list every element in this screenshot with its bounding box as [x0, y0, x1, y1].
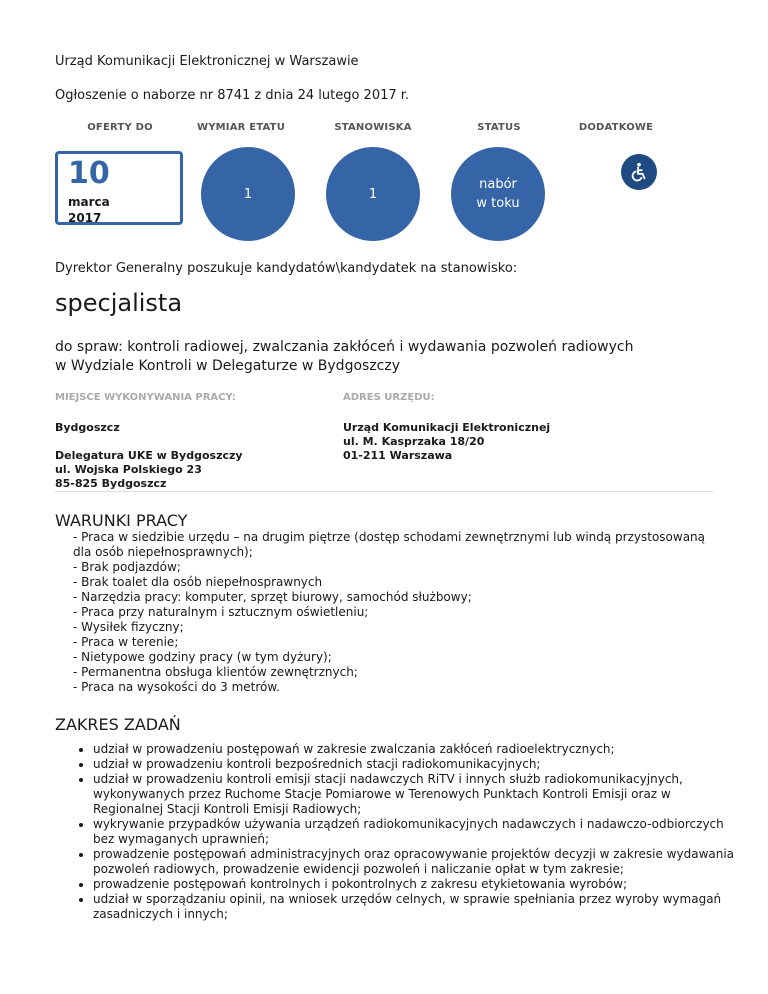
announcement-title: Ogłoszenie o naborze nr 8741 z dnia 24 lutego 2017 r. — [55, 88, 410, 103]
deadline-date-box — [55, 151, 183, 225]
list-item: - Praca przy naturalnym i sztucznym oświetleniu; — [73, 605, 369, 619]
deadline-month-year — [68, 194, 110, 226]
positions-circle — [326, 147, 420, 241]
office-address-line1: Urząd Komunikacji Elektronicznej — [343, 421, 551, 434]
deadline-day: 10 — [68, 156, 110, 191]
divider — [55, 491, 713, 492]
header-positions: STANOWISKA — [334, 122, 412, 133]
list-item: - Praca na wysokości do 3 metrów. — [73, 680, 280, 694]
deadline-year: 2017 — [68, 211, 102, 225]
tasks-title: ZAKRES ZADAŃ — [55, 715, 181, 734]
status-line1: nabór — [479, 177, 517, 192]
status-circle — [451, 147, 545, 241]
list-item: • prowadzenie postępowań administracyjnych oraz opracowywanie projektów decyzji w zakresie wydawania pozwoleń radiowych, prowadzenie ewidencji pozwoleń i naliczanie opłat w tym zakresie; — [93, 847, 743, 877]
deadline-month: marca — [68, 195, 110, 209]
list-item: • udział w prowadzeniu kontroli bezpośrednich stacji radiokomunikacyjnych; — [93, 757, 743, 772]
office-address-label: ADRES URZĘDU: — [343, 392, 435, 403]
workplace-address — [55, 449, 243, 491]
conditions-title: WARUNKI PRACY — [55, 511, 188, 530]
workplace-line3: 85-825 Bydgoszcz — [55, 477, 167, 490]
list-item: - Permanentna obsługa klientów zewnętrznych; — [73, 665, 358, 679]
list-item: - Praca w terenie; — [73, 635, 179, 649]
list-item: • udział w prowadzeniu kontroli emisji stacji nadawczych RiTV i innych służb radiokomunikacyjnych, wykonywanych przez Ruchome Stacje Pomiarowe w Terenowych Punktach Kontroli Emisji oraz w Regionalnej Stacji Kontroli Emisji Radiowych; — [93, 772, 743, 817]
header-hours: WYMIAR ETATU — [196, 122, 286, 133]
workplace-line2: ul. Wojska Polskiego 23 — [55, 463, 202, 476]
conditions-list — [73, 530, 713, 695]
tasks-list — [73, 742, 743, 922]
header-deadline: OFERTY DO — [87, 122, 153, 133]
list-item: - Wysiłek fizyczny; — [73, 620, 184, 634]
list-item: - Nietypowe godziny pracy (w tym dyżury); — [73, 650, 332, 664]
position-description — [55, 338, 633, 376]
list-item: - Brak podjazdów; — [73, 560, 181, 574]
list-item: • udział w prowadzeniu postępowań w zakresie zwalczania zakłóceń radioelektrycznych; — [93, 742, 743, 757]
office-address — [343, 421, 550, 463]
hours-value: 1 — [243, 186, 253, 202]
intro-text: Dyrektor Generalny poszukuje kandydatów\kandydatek na stanowisko: — [55, 261, 518, 276]
header-extra: DODATKOWE — [578, 122, 654, 133]
status-line2: w toku — [476, 196, 520, 211]
wheelchair-icon — [621, 154, 657, 190]
list-item: • wykrywanie przypadków używania urządzeń radiokomunikacyjnych nadawczych i nadawczo-odbiorczych bez wymaganych uprawnień; — [93, 817, 743, 847]
header-status: STATUS — [477, 122, 521, 133]
workplace-label: MIEJSCE WYKONYWANIA PRACY: — [55, 392, 236, 403]
workplace-line1: Delegatura UKE w Bydgoszczy — [55, 449, 243, 462]
position-desc-1: do spraw: kontroli radiowej, zwalczania zakłóceń i wydawania pozwoleń radiowych — [55, 339, 634, 355]
list-item: • prowadzenie postępowań kontrolnych i pokontrolnych z zakresu etykietowania wyrobów; — [93, 877, 743, 892]
positions-value: 1 — [368, 186, 378, 202]
hours-circle — [201, 147, 295, 241]
office-address-line3: 01-211 Warszawa — [343, 449, 453, 462]
position-title: specjalista — [55, 289, 183, 317]
list-item: • udział w sporządzaniu opinii, na wniosek urzędów celnych, w sprawie spełniania przez wyroby wymagań zasadniczych i innych; — [93, 892, 743, 922]
position-desc-2: w Wydziale Kontroli w Delegaturze w Bydgoszczy — [55, 358, 400, 374]
workplace-city: Bydgoszcz — [55, 421, 120, 434]
list-item: - Brak toalet dla osób niepełnosprawnych — [73, 575, 323, 589]
list-item: - Narzędzia pracy: komputer, sprzęt biurowy, samochód służbowy; — [73, 590, 472, 604]
list-item: - Praca w siedzibie urzędu – na drugim piętrze (dostęp schodami zewnętrznymi lub windą przystosowaną dla osób niepełnosprawnych); — [73, 530, 706, 559]
office-address-line2: ul. M. Kasprzaka 18/20 — [343, 435, 485, 448]
office-name: Urząd Komunikacji Elektronicznej w Warszawie — [55, 54, 359, 69]
